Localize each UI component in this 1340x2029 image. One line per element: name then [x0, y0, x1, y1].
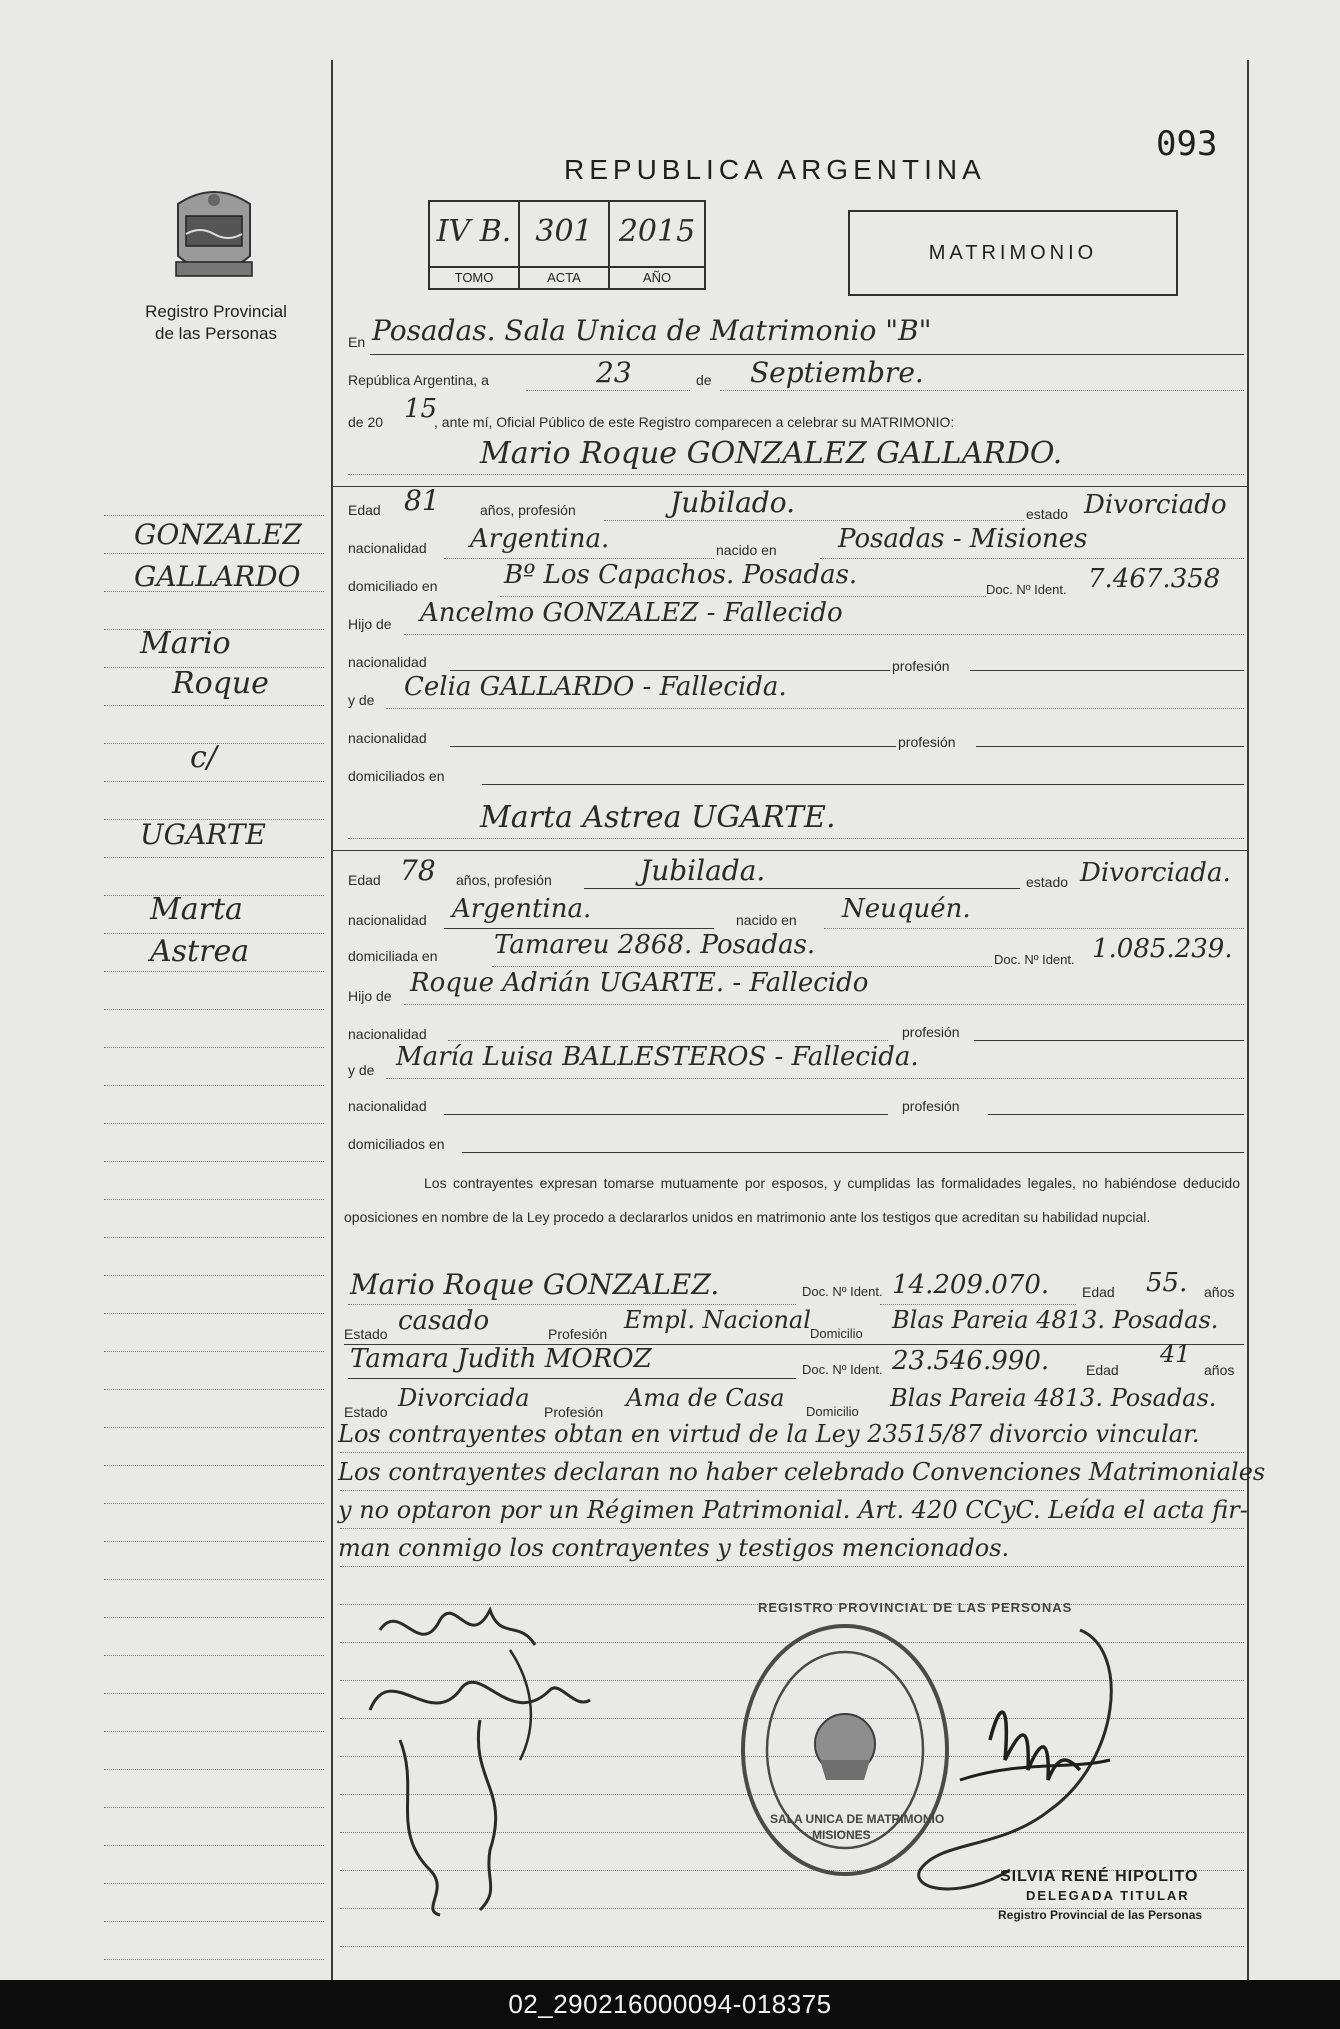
spouse2-madre-nac-line — [444, 1114, 888, 1115]
spouse1-madre-nac-line — [450, 746, 896, 747]
margin-ruled-line — [104, 1731, 324, 1732]
margin-given2-a: Marta — [150, 892, 243, 927]
tomo-label: TOMO — [430, 268, 520, 288]
spouse2-hijo-label: Hijo de — [348, 988, 392, 1004]
notes-ruled-line — [340, 1528, 1244, 1529]
notes-ruled-line — [340, 1452, 1244, 1453]
spouse1-edad-label: Edad — [348, 502, 381, 518]
witness2-anos-label: años — [1204, 1362, 1235, 1378]
official-title: DELEGADA TITULAR — [1026, 1888, 1190, 1903]
spouse2-nacionalidad-label: nacionalidad — [348, 912, 427, 928]
margin-ruled-line — [104, 857, 324, 858]
spouse2-padre-line — [404, 1004, 1244, 1005]
spouse1-domiciliados-line — [482, 784, 1244, 785]
spouse1-madre-line — [386, 708, 1244, 709]
acta-cell — [520, 202, 610, 268]
spouse2-padre-nac-line — [448, 1040, 888, 1041]
stamp-inner-text: SALA UNICA DE MATRIMONIO — [770, 1812, 945, 1826]
spouse1-yde-label: y de — [348, 692, 375, 708]
place-value: Posadas. Sala Unica de Matrimonio "B" — [372, 314, 932, 347]
spouse1-domicilio-line — [500, 596, 986, 597]
spouse2-edad-label: Edad — [348, 872, 381, 888]
note-line-4: man conmigo los contrayentes y testigos mencionados. — [338, 1534, 1010, 1562]
witness1-anos-label: años — [1204, 1284, 1235, 1300]
spouse2-doc: 1.085.239. — [1092, 934, 1233, 964]
witness1-doc-line — [880, 1304, 1076, 1305]
spouse2-doc-label: Doc. Nº Ident. — [994, 952, 1075, 967]
witness1-doc-label: Doc. Nº Ident. — [802, 1284, 883, 1299]
witness2-edad-label: Edad — [1086, 1362, 1119, 1378]
spouse1-nacido-line — [820, 558, 1244, 559]
margin-ruled-line — [104, 1313, 324, 1314]
acta-value: 301 — [535, 214, 593, 249]
country-title: REPUBLICA ARGENTINA — [564, 154, 986, 185]
margin-surname1-a: GONZALEZ — [134, 518, 302, 551]
spouse1-name: Mario Roque GONZALEZ GALLARDO. — [480, 436, 1063, 471]
margin-ruled-line — [104, 1009, 324, 1010]
witness1-estado: casado — [398, 1306, 490, 1336]
witness1-domicilio: Blas Pareia 4813. Posadas. — [892, 1306, 1219, 1334]
witness2-name: Tamara Judith MOROZ — [350, 1344, 652, 1374]
witness2-profesion-label: Profesión — [544, 1404, 604, 1420]
spouse2-name-line — [348, 838, 1244, 839]
record-type: MATRIMONIO — [928, 242, 1098, 264]
margin-ruled-line — [104, 1883, 324, 1884]
witness1-doc: 14.209.070. — [892, 1270, 1050, 1300]
margin-ruled-line — [104, 1845, 324, 1846]
right-border-line — [1247, 60, 1249, 1980]
spouse1-nacido: Posadas - Misiones — [838, 524, 1088, 554]
spouse2-profesion-line — [584, 888, 1020, 889]
stamp-bottom-text: MISIONES — [812, 1828, 871, 1842]
spouse2-padre: Roque Adrián UGARTE. - Fallecido — [410, 968, 869, 998]
spouse2-nacido-line — [824, 928, 1244, 929]
witness1-profesion: Empl. Nacional — [624, 1306, 811, 1334]
witness2-estado-label: Estado — [344, 1404, 388, 1420]
spouse2-estado: Divorciada. — [1080, 858, 1231, 888]
spouse2-madre-prof-line — [988, 1114, 1244, 1115]
spouse2-domiciliados-line — [462, 1152, 1244, 1153]
witness1-domicilio-label: Domicilio — [810, 1326, 863, 1341]
en-label: En — [348, 334, 366, 350]
spouse2-nacionalidad-line — [444, 928, 714, 929]
spouse1-nacionalidad-label: nacionalidad — [348, 540, 427, 556]
spouse1-nacido-label: nacido en — [716, 542, 777, 558]
spouse2-separator — [332, 850, 1247, 851]
margin-ruled-line — [104, 781, 324, 782]
registry-name-line1: Registro Provincial — [145, 302, 287, 321]
spouse2-padre-prof-label: profesión — [902, 1024, 960, 1040]
margin-ruled-line — [104, 1465, 324, 1466]
margin-ruled-line — [104, 1769, 324, 1770]
witness1-edad-label: Edad — [1082, 1284, 1115, 1300]
margin-connector: c/ — [190, 740, 217, 775]
spouse1-madre-prof-label: profesión — [898, 734, 956, 750]
acta-label: ACTA — [520, 268, 610, 288]
margin-ruled-line — [104, 1693, 324, 1694]
official-org: Registro Provincial de las Personas — [998, 1908, 1203, 1922]
witness2-name-line — [348, 1378, 796, 1379]
margin-ruled-line — [104, 1161, 324, 1162]
spouse1-madre-nac-label: nacionalidad — [348, 730, 427, 746]
margin-ruled-line — [104, 553, 324, 554]
note-line-1: Los contrayentes obtan en virtud de la Ley 23515/87 divorcio vincular. — [338, 1420, 1200, 1448]
spouse2-nacido-label: nacido en — [736, 912, 797, 928]
witness2-domicilio: Blas Pareia 4813. Posadas. — [890, 1384, 1217, 1412]
spouse2-madre: María Luisa BALLESTEROS - Fallecida. — [396, 1042, 919, 1072]
margin-ruled-line — [104, 1541, 324, 1542]
official-signature-icon — [900, 1610, 1140, 1900]
spouse1-doc-label: Doc. Nº Ident. — [986, 582, 1067, 597]
margin-ruled-line — [104, 1921, 324, 1922]
margin-ruled-line — [104, 705, 324, 706]
witness2-profesion: Ama de Casa — [626, 1384, 785, 1412]
notes-ruled-line — [340, 1566, 1244, 1567]
margin-ruled-line — [104, 1389, 324, 1390]
misiones-emblem-icon — [168, 186, 260, 290]
witness1-profesion-label: Profesión — [548, 1326, 608, 1342]
margin-divider-line — [331, 60, 333, 1980]
margin-ruled-line — [104, 1807, 324, 1808]
ano-cell — [610, 202, 704, 268]
month-line — [720, 390, 1244, 391]
margin-ruled-line — [104, 1085, 324, 1086]
spouse2-yde-label: y de — [348, 1062, 375, 1078]
year-prefix: de 20 — [348, 414, 384, 430]
spouse2-edad: 78 — [400, 854, 436, 887]
spouse2-domiciliados-label: domiciliados en — [348, 1136, 445, 1152]
spouse2-name: Marta Astrea UGARTE. — [480, 800, 836, 835]
stamp-ring-text: REGISTRO PROVINCIAL DE LAS PERSONAS — [758, 1600, 1073, 1615]
margin-ruled-line — [104, 1427, 324, 1428]
en-line — [370, 354, 1244, 355]
spouse1-padre-prof-line — [970, 670, 1244, 671]
de-label: de — [696, 372, 712, 388]
tomo-value: IV B. — [436, 214, 512, 249]
page-number: 093 — [1156, 124, 1218, 164]
witness2-domicilio-label: Domicilio — [806, 1404, 859, 1419]
spouse1-padre-nac-label: nacionalidad — [348, 654, 427, 670]
spouse1-nacionalidad-line — [444, 558, 714, 559]
year-suffix: 15 — [404, 394, 438, 424]
spouse2-madre-line — [386, 1078, 1244, 1079]
spouse1-domiciliado-label: domiciliado en — [348, 578, 438, 594]
spouse1-doc: 7.467.358 — [1088, 564, 1221, 594]
spouse2-domiciliada-label: domiciliada en — [348, 948, 438, 964]
note-line-3: y no optaron por un Régimen Patrimonial. Art. 420 CCyC. Leída el acta fir- — [338, 1496, 1248, 1524]
margin-ruled-line — [104, 1617, 324, 1618]
spouse1-nacionalidad: Argentina. — [470, 524, 610, 554]
spouse2-domicilio: Tamareu 2868. Posadas. — [494, 930, 816, 960]
margin-ruled-line — [104, 1959, 324, 1960]
spouse1-padre-nac-line — [450, 670, 890, 671]
spouse1-madre-prof-line — [976, 746, 1244, 747]
spouse2-anos-label: años, profesión — [456, 872, 552, 888]
witness1-name-line — [348, 1304, 796, 1305]
witness1-edad: 55. — [1146, 1268, 1188, 1298]
official-name: SILVIA RENÉ HIPOLITO — [1000, 1868, 1199, 1885]
margin-ruled-line — [104, 971, 324, 972]
witness2-edad: 41 — [1160, 1340, 1191, 1368]
spouse2-nacionalidad: Argentina. — [452, 894, 592, 924]
spouse2-madre-prof-label: profesión — [902, 1098, 960, 1114]
declaration-text: Los contrayentes expresan tomarse mutuamente por esposos, y cumplidas las formalidades legales, no habiéndose deducido oposiciones en nombre de la Ley procedo a declararlos unidos en matrimonio ante los testigos que acreditan su habilidad nupcial. — [344, 1175, 1240, 1225]
month-value: Septiembre. — [750, 356, 924, 389]
spouse1-profesion: Jubilado. — [670, 486, 795, 519]
day-value: 23 — [596, 356, 632, 389]
spouse2-nacido: Neuquén. — [842, 894, 971, 924]
margin-ruled-line — [104, 1351, 324, 1352]
witness1-name: Mario Roque GONZALEZ. — [350, 1268, 720, 1301]
file-id-footer — [0, 1980, 1340, 2029]
ano-value: 2015 — [618, 214, 696, 249]
file-id: 02_290216000094-018375 — [508, 1989, 832, 2019]
notes-ruled-line — [340, 1946, 1244, 1947]
spouse1-profesion-line — [604, 520, 1024, 521]
comparecen-text: , ante mí, Oficial Público de este Registro comparecen a celebrar su MATRIMONIO: — [434, 414, 955, 430]
notes-ruled-line — [340, 1490, 1244, 1491]
witness1-estado-label: Estado — [344, 1326, 388, 1342]
margin-ruled-line — [104, 1047, 324, 1048]
spouse2-profesion: Jubilada. — [640, 854, 766, 887]
note-line-2: Los contrayentes declaran no haber celebrado Convenciones Matrimoniales — [338, 1458, 1266, 1486]
spouse1-estado-label: estado — [1026, 506, 1069, 522]
spouse1-padre: Ancelmo GONZALEZ - Fallecido — [420, 598, 843, 628]
margin-ruled-line — [104, 1199, 324, 1200]
spouse2-padre-nac-label: nacionalidad — [348, 1026, 427, 1042]
spouse1-estado: Divorciado — [1084, 490, 1227, 520]
margin-ruled-line — [104, 1503, 324, 1504]
record-type-box — [848, 210, 1178, 296]
spouse1-domicilio: Bº Los Capachos. Posadas. — [504, 560, 858, 590]
margin-ruled-line — [104, 1123, 324, 1124]
witness2-doc: 23.546.990. — [892, 1346, 1050, 1376]
spouse1-anos-label: años, profesión — [480, 502, 576, 518]
margin-ruled-line — [104, 515, 324, 516]
tomo-acta-ano-table — [428, 200, 706, 290]
tomo-cell — [430, 202, 520, 268]
spouse2-domicilio-line — [492, 966, 992, 967]
margin-given2-b: Astrea — [150, 934, 250, 969]
margin-given1-a: Mario — [140, 626, 231, 661]
republica-label: República Argentina, a — [348, 372, 489, 388]
spouse2-madre-nac-label: nacionalidad — [348, 1098, 427, 1114]
witness-signatures-icon — [360, 1590, 620, 1920]
margin-surname2: UGARTE — [140, 818, 266, 851]
margin-ruled-line — [104, 1655, 324, 1656]
spouse2-padre-prof-line — [974, 1040, 1244, 1041]
registry-name-line2: de las Personas — [155, 324, 277, 343]
spouse1-name-line — [348, 474, 1244, 475]
spouse1-padre-prof-label: profesión — [892, 658, 950, 674]
margin-ruled-line — [104, 1237, 324, 1238]
margin-ruled-line — [104, 1579, 324, 1580]
day-line — [526, 390, 690, 391]
witness2-doc-label: Doc. Nº Ident. — [802, 1362, 883, 1377]
spouse1-edad: 81 — [404, 484, 440, 517]
margin-given1-b: Roque — [172, 666, 269, 701]
margin-surname1-b: GALLARDO — [134, 560, 301, 593]
spouse1-padre-line — [404, 634, 1244, 635]
spouse1-domiciliados-label: domiciliados en — [348, 768, 445, 784]
witness2-estado: Divorciada — [398, 1384, 530, 1412]
spouse1-madre: Celia GALLARDO - Fallecida. — [404, 672, 787, 702]
spouse2-estado-label: estado — [1026, 874, 1069, 890]
ano-label: AÑO — [642, 270, 672, 285]
spouse1-hijo-label: Hijo de — [348, 616, 392, 632]
margin-ruled-line — [104, 1275, 324, 1276]
